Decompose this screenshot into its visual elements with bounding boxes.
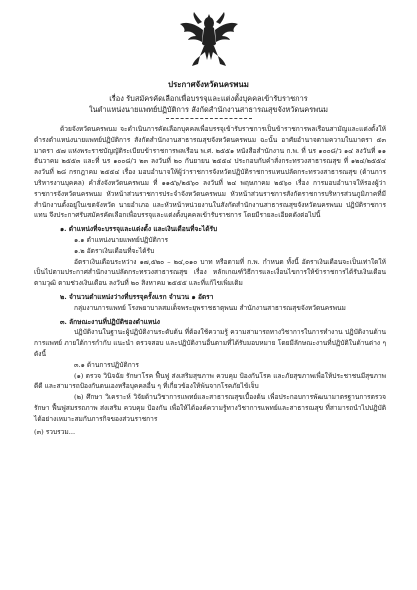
garuda-emblem-icon — [178, 10, 240, 68]
section-3-1-title: ๓.๑ ด้านการปฏิบัติการ — [74, 360, 139, 369]
section-2-text: กลุ่มงานการแพทย์ โรงพยาบาลสมเด็จพระยุพราชธาตุพนม สำนักงานสาธารณสุขจังหวัดนครพนม — [74, 303, 346, 312]
subject-line: เรื่อง รับสมัครคัดเลือกเพื่อบรรจุและแต่งตั้งบุคคลเข้ารับราชการ — [109, 94, 308, 103]
section-2-title: ๒. จำนวนตำแหน่งว่างที่บรรจุครั้งแรก จำนวน ๑ อัตรา — [60, 292, 214, 301]
section-1-1: ๑.๑ ตำแหน่งนายแพทย์ปฏิบัติการ — [74, 235, 169, 244]
intro-paragraph: ด้วยจังหวัดนครพนม จะดำเนินการคัดเลือกบุคคลเพื่อบรรจุเข้ารับราชการเป็นข้าราชการพลเรือนสามัญและแต่งตั้งให้ดำรงตำแหน่งนายแพทย์ปฏิบัติการ สังกัดสำนักงานสาธารณสุขจังหวัดนครพนม ฉะนั้น อาศัยอำนาจตามความในมาตรา ๕๓ มาตรา ๕๗ แห่งพระราชบัญญัติระเบียบข้าราชการพลเรือน พ.ศ. ๒๕๕๑ หนังสือสำนักงาน ก.พ. ที่ นร ๑๐๐๘/ว ๑๔ ลงวันที่ ๑๑ ธันวาคม ๒๕๕๓ และที่ นร ๑๐๐๘/ว ๒๓ ลงวันที่ ๒๐ กันยายน ๒๕๕๔ ประกอบกับคำสั่งกระทรวงสาธารณสุข ที่ ๑๒๔/๒๕๕๔ ลงวันที่ ๒๘ กรกฎาคม ๒๕๕๔ เรื่อง มอบอำนาจให้ผู้ว่าราชการจังหวัดปฏิบัติราชการแทนปลัดกระทรวงสาธารณสุข (ด้านการบริหารงานบุคคล) คำสั่งจังหวัดนครพนม ที่ ๑๑๕๖/๒๕๖๐ ลงวันที่ ๒๔ พฤษภาคม ๒๕๖๐ เรื่อง การมอบอำนาจให้รองผู้ว่าราชการจังหวัดนครพนม หัวหน้าส่วนราชการประจำจังหวัดนครพนม หัวหน้าส่วนราชการสังกัดราชการบริหารส่วนภูมิภาคที่มีสำนักงานตั้งอยู่ในเขตจังหวัด นายอำเภอ และหัวหน้าหน่วยงานในสังกัดสำนักงานสาธารณสุขจังหวัดนครพนม ปฏิบัติราชการแทน จึงประกาศรับสมัครคัดเลือกเพื่อบรรจุและแต่งตั้งบุคคลเข้ารับราชการ โดยมีรายละเอียดดังต่อไปนี้ — [34, 125, 386, 220]
organization-title: ประกาศจังหวัดนครพนม — [168, 80, 249, 89]
section-3-1-item-1: (๑) ตรวจ วินิจฉัย รักษาโรค ฟื้นฟู ส่งเสริมสุขภาพ ควบคุม ป้องกันโรค และภัยสุขภาพเพื่อให้ประชาชนมีสุขภาพดีดี และสามารถป้องกันตนเองหรือบุคคลอื่น ๆ ที่เกี่ยวข้องให้พ้นจากโรคภัยไข้เจ็บ — [34, 371, 386, 391]
section-1-title: ๑. ตำแหน่งที่จะบรรจุและแต่งตั้ง และเงินเดือนที่จะได้รับ — [60, 225, 218, 234]
announcement-body — [34, 124, 386, 437]
header-divider — [166, 118, 252, 119]
section-3-title: ๓. ลักษณะงานที่ปฏิบัติของตำแหน่ง — [60, 317, 160, 326]
section-3-1-item-2: (๒) ศึกษา วิเคราะห์ วิจัยด้านวิชาการแพทย์และสาธารณสุขเบื้องต้น เพื่อประกอบการพัฒนามาตรฐานการตรวจ รักษา ฟื้นฟูสมรรถภาพ ส่งเสริม ควบคุม ป้องกัน เพื่อให้ได้องค์ความรู้ทางวิชาการแพทย์และสาธารณสุข ที่สามารถนำไปปฏิบัติได้อย่างเหมาะสมกับภารกิจของส่วนราชการ — [34, 393, 386, 423]
section-1-2: ๑.๒ อัตราเงินเดือนที่จะได้รับ — [74, 246, 155, 255]
section-1-2-text: อัตราเงินเดือนระหว่าง ๑๗,๕๒๐ – ๒๔,๐๑๐ บาท หรือตามที่ ก.พ. กำหนด ทั้งนี้ อัตราเงินเดือนจะเป็นเท่าใดให้เป็นไปตามประกาศสำนักงานปลัดกระทรวงสาธารณสุข เรื่อง หลักเกณฑ์วิธีการและเงื่อนไขการให้ข้าราชการได้รับเงินเดือนตามวุฒิ ตามช่วงเงินเดือน ลงวันที่ ๒๐ สิงหาคม ๒๕๕๕ และที่แก้ไขเพิ่มเติม — [34, 257, 386, 288]
section-3-text: ปฏิบัติงานในฐานะผู้ปฏิบัติงานระดับต้น ที่ต้องใช้ความรู้ ความสามารถทางวิชาการในการทำงาน ปฏิบัติงานด้านการแพทย์ ภายใต้การกำกับ แนะนำ ตรวจสอบ และปฏิบัติงานอื่นตามที่ได้รับมอบหมาย โดยมีลักษณะงานที่ปฏิบัติในด้านต่าง ๆ ดังนี้ — [34, 328, 386, 358]
continued-marker: (๓) รวบรวม... — [34, 427, 76, 436]
position-line: ในตำแหน่งนายแพทย์ปฏิบัติการ สังกัดสำนักงานสาธารณสุขจังหวัดนครพนม — [89, 105, 328, 114]
